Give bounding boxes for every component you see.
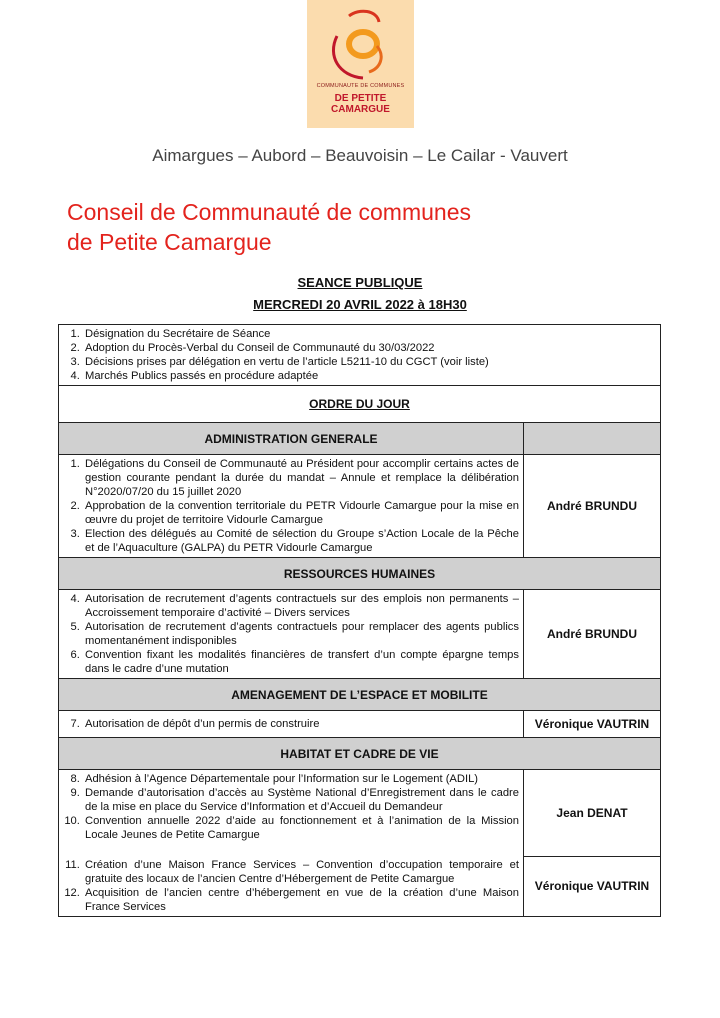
section-header bbox=[59, 423, 661, 455]
agenda-table bbox=[58, 324, 661, 917]
agenda-item: 12. Acquisition de l’ancien centre d’hébergement en vue de la création d’une Maison France Services bbox=[83, 886, 519, 914]
intro-item: 4. Marchés Publics passés en procédure adaptée bbox=[83, 369, 656, 383]
agenda-item: 8. Adhésion à l’Agence Départementale pour l’Information sur le Logement (ADIL) bbox=[83, 772, 519, 786]
section-row bbox=[59, 455, 661, 558]
logo-name: DE PETITE CAMARGUE bbox=[331, 93, 390, 115]
agenda-item: 11. Création d’une Maison France Services – Convention d’occupation temporaire et gratuite des locaux de l’ancien Centre d’Hébergement de Petite Camargue bbox=[83, 858, 519, 886]
towns-line: Aimargues – Aubord – Beauvoisin – Le Cailar - Vauvert bbox=[152, 146, 568, 165]
ordre-du-jour-heading: ORDRE DU JOUR bbox=[59, 386, 661, 423]
agenda-item: 1. Délégations du Conseil de Communauté au Président pour accomplir certains actes de gestion courante pendant la durée du mandat – Annule et remplace la délibération N°2020/07/20 du 15 juillet 2020 bbox=[83, 457, 519, 499]
section-title: RESSOURCES HUMAINES bbox=[59, 558, 661, 590]
agenda-list bbox=[63, 717, 519, 731]
section-title: HABITAT ET CADRE DE VIE bbox=[59, 738, 661, 770]
intro-list bbox=[63, 327, 656, 383]
agenda-item: 4. Autorisation de recrutement d’agents contractuels sur des emplois non permanents – Accroissement temporaire d’activité – Divers services bbox=[83, 592, 519, 620]
rapporteur: André BRUNDU bbox=[524, 455, 661, 558]
rapporteur: Véronique VAUTRIN bbox=[524, 711, 661, 738]
agenda-item: 10. Convention annuelle 2022 d’aide au fonctionnement et à l’animation de la Mission Locale Jeunes de Petite Camargue bbox=[83, 814, 519, 842]
rapporteur: Jean DENAT bbox=[524, 770, 661, 857]
intro-item: 3. Décisions prises par délégation en vertu de l’article L5211-10 du CGCT (voir liste) bbox=[83, 355, 656, 369]
logo-swirl-icon bbox=[319, 6, 403, 84]
section-row bbox=[59, 590, 661, 679]
agenda-list bbox=[63, 457, 519, 555]
section-header bbox=[59, 558, 661, 590]
agenda-list bbox=[63, 858, 519, 914]
agenda-item: 6. Convention fixant les modalités financières de transfert d’un compte épargne temps dans le cadre d’une mutation bbox=[83, 648, 519, 676]
section-title: ADMINISTRATION GENERALE bbox=[59, 423, 524, 455]
section-title: AMENAGEMENT DE L’ESPACE ET MOBILITE bbox=[59, 679, 661, 711]
rapporteur: Véronique VAUTRIN bbox=[524, 856, 661, 917]
logo-line-1: COMMUNAUTE DE COMMUNES bbox=[316, 83, 405, 89]
intro-row bbox=[59, 325, 661, 386]
agenda-list bbox=[63, 592, 519, 676]
agenda-item: 5. Autorisation de recrutement d’agents contractuels pour remplacer des agents publics momentanément indisponibles bbox=[83, 620, 519, 648]
seance-header: SEANCE PUBLIQUE MERCREDI 20 AVRIL 2022 à 18H30 bbox=[253, 275, 467, 312]
section-row bbox=[59, 856, 661, 917]
section-row bbox=[59, 770, 661, 857]
intro-item: 2. Adoption du Procès-Verbal du Conseil de Communauté du 30/03/2022 bbox=[83, 341, 656, 355]
section-row bbox=[59, 711, 661, 738]
agenda-item: 2. Approbation de la convention territoriale du PETR Vidourle Camargue pour la mise en œuvre du projet de territoire Vidourle Camargue bbox=[83, 499, 519, 527]
rapporteur: André BRUNDU bbox=[524, 590, 661, 679]
agenda-item: 9. Demande d’autorisation d’accès au Système National d’Enregistrement dans le cadre de la mise en place du Service d’Information et d’Accueil du Demandeur bbox=[83, 786, 519, 814]
intro-item: 1. Désignation du Secrétaire de Séance bbox=[83, 327, 656, 341]
page-title: Conseil de Communauté de communes de Petite Camargue bbox=[67, 199, 471, 255]
section-header bbox=[59, 738, 661, 770]
agenda-list bbox=[63, 772, 519, 842]
agenda-item: 3. Election des délégués au Comité de sélection du Groupe s’Action Locale de la Pêche et de l’Aquaculture (GALPA) du PETR Vidourle Camargue bbox=[83, 527, 519, 555]
section-header bbox=[59, 679, 661, 711]
agenda-item: 7. Autorisation de dépôt d’un permis de construire bbox=[83, 717, 519, 731]
logo bbox=[307, 0, 414, 128]
